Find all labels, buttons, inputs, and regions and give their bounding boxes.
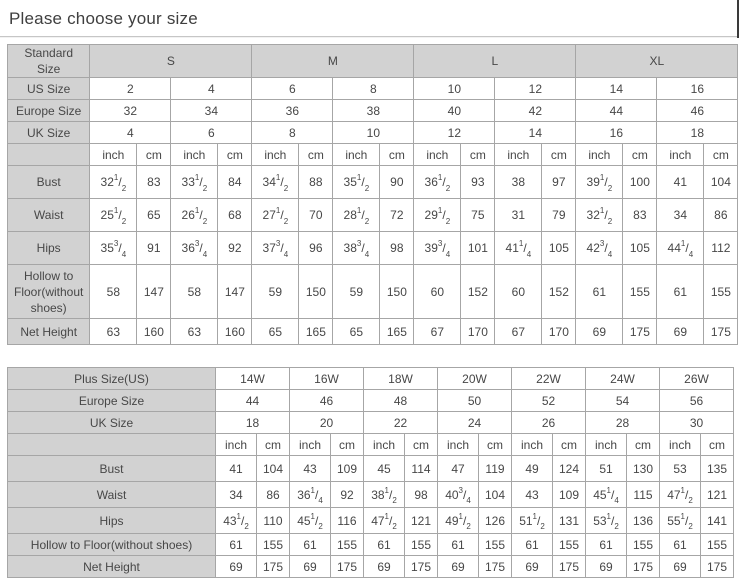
unit-cell: inch xyxy=(171,144,218,166)
value-cell: 130 xyxy=(627,456,660,482)
value-cell: 72 xyxy=(380,199,414,232)
value-cell: $42^3/_4$ xyxy=(576,232,623,265)
size-cell: 46 xyxy=(657,100,738,122)
value-cell: 160 xyxy=(137,319,171,345)
size-cell: 26 xyxy=(512,412,586,434)
size-cell: 6 xyxy=(171,122,252,144)
value-cell: $37^3/_4$ xyxy=(252,232,299,265)
value-cell: 61 xyxy=(512,534,553,556)
value-cell: $32^1/_2$ xyxy=(90,166,137,199)
value-cell: $53^1/_2$ xyxy=(586,508,627,534)
page-title: Please choose your size xyxy=(9,9,198,28)
value-cell: $26^1/_2$ xyxy=(171,199,218,232)
value-cell: 105 xyxy=(623,232,657,265)
size-cell: 22 xyxy=(364,412,438,434)
unit-cell: inch xyxy=(660,434,701,456)
value-cell: 175 xyxy=(627,556,660,578)
value-cell: 150 xyxy=(299,265,333,319)
value-cell: 92 xyxy=(218,232,252,265)
value-cell: 110 xyxy=(257,508,290,534)
value-cell: $38^1/_2$ xyxy=(364,482,405,508)
unit-cell: cm xyxy=(299,144,333,166)
value-cell: 170 xyxy=(542,319,576,345)
value-cell: $39^1/_2$ xyxy=(576,166,623,199)
value-cell: 59 xyxy=(333,265,380,319)
size-cell: 50 xyxy=(438,390,512,412)
value-cell: 69 xyxy=(290,556,331,578)
value-cell: 155 xyxy=(623,265,657,319)
value-cell: 112 xyxy=(704,232,738,265)
row-label: Europe Size xyxy=(8,390,216,412)
value-cell: 155 xyxy=(479,534,512,556)
value-cell: 175 xyxy=(257,556,290,578)
plus-size-chart xyxy=(7,367,734,578)
value-cell: 83 xyxy=(623,199,657,232)
value-cell: 69 xyxy=(438,556,479,578)
row-label: Standard Size xyxy=(8,45,90,78)
table-row xyxy=(8,232,738,265)
table-row xyxy=(8,319,738,345)
unit-cell: inch xyxy=(438,434,479,456)
row-label: Hollow to Floor(without shoes) xyxy=(8,534,216,556)
value-cell: 51 xyxy=(586,456,627,482)
value-cell: 34 xyxy=(657,199,704,232)
row-label xyxy=(8,144,90,166)
size-cell: 20W xyxy=(438,368,512,390)
size-cell: 56 xyxy=(660,390,734,412)
size-cell: 16 xyxy=(576,122,657,144)
value-cell: 63 xyxy=(90,319,137,345)
value-cell: 38 xyxy=(495,166,542,199)
value-cell: 47 xyxy=(438,456,479,482)
table-row xyxy=(8,199,738,232)
size-cell: 22W xyxy=(512,368,586,390)
standard-size-chart xyxy=(7,44,738,345)
unit-cell: inch xyxy=(364,434,405,456)
size-cell: 44 xyxy=(216,390,290,412)
size-cell: 14 xyxy=(495,122,576,144)
value-cell: 141 xyxy=(701,508,734,534)
table-row xyxy=(8,144,738,166)
unit-cell: inch xyxy=(252,144,299,166)
value-cell: 60 xyxy=(414,265,461,319)
value-cell: 100 xyxy=(623,166,657,199)
size-cell: 8 xyxy=(252,122,333,144)
value-cell: 104 xyxy=(704,166,738,199)
value-cell: 119 xyxy=(479,456,512,482)
unit-cell: inch xyxy=(495,144,542,166)
row-label: US Size xyxy=(8,78,90,100)
row-label: UK Size xyxy=(8,122,90,144)
value-cell: $41^1/_4$ xyxy=(495,232,542,265)
value-cell: 93 xyxy=(461,166,495,199)
table-row xyxy=(8,166,738,199)
value-cell: 126 xyxy=(479,508,512,534)
table-row xyxy=(8,412,734,434)
value-cell: 34 xyxy=(216,482,257,508)
size-cell: 18W xyxy=(364,368,438,390)
unit-cell: cm xyxy=(218,144,252,166)
value-cell: $36^1/_2$ xyxy=(414,166,461,199)
value-cell: 45 xyxy=(364,456,405,482)
unit-cell: cm xyxy=(704,144,738,166)
size-cell: 42 xyxy=(495,100,576,122)
value-cell: 79 xyxy=(542,199,576,232)
value-cell: $32^1/_2$ xyxy=(576,199,623,232)
size-cell: 44 xyxy=(576,100,657,122)
value-cell: 104 xyxy=(257,456,290,482)
value-cell: 165 xyxy=(380,319,414,345)
size-cell: 4 xyxy=(90,122,171,144)
value-cell: $34^1/_2$ xyxy=(252,166,299,199)
value-cell: $36^1/_4$ xyxy=(290,482,331,508)
table-row xyxy=(8,390,734,412)
size-cell: 46 xyxy=(290,390,364,412)
value-cell: 91 xyxy=(137,232,171,265)
unit-cell: cm xyxy=(380,144,414,166)
row-label: Bust xyxy=(8,456,216,482)
value-cell: 96 xyxy=(299,232,333,265)
value-cell: 115 xyxy=(627,482,660,508)
table-row xyxy=(8,45,738,78)
size-cell: 12 xyxy=(495,78,576,100)
value-cell: 175 xyxy=(405,556,438,578)
size-cell: 6 xyxy=(252,78,333,100)
unit-cell: cm xyxy=(461,144,495,166)
title-divider xyxy=(0,36,739,38)
size-cell: 18 xyxy=(657,122,738,144)
size-cell: 30 xyxy=(660,412,734,434)
value-cell: 61 xyxy=(438,534,479,556)
value-cell: 98 xyxy=(380,232,414,265)
value-cell: 70 xyxy=(299,199,333,232)
value-cell: $45^1/_2$ xyxy=(290,508,331,534)
value-cell: 59 xyxy=(252,265,299,319)
row-label: Hips xyxy=(8,232,90,265)
value-cell: $33^1/_2$ xyxy=(171,166,218,199)
value-cell: 69 xyxy=(576,319,623,345)
unit-cell: cm xyxy=(479,434,512,456)
value-cell: $43^1/_2$ xyxy=(216,508,257,534)
value-cell: 175 xyxy=(704,319,738,345)
row-label: Net Height xyxy=(8,556,216,578)
value-cell: $25^1/_2$ xyxy=(90,199,137,232)
value-cell: $40^3/_4$ xyxy=(438,482,479,508)
value-cell: $28^1/_2$ xyxy=(333,199,380,232)
size-cell: 24 xyxy=(438,412,512,434)
size-cell: 38 xyxy=(333,100,414,122)
row-label: Net Height xyxy=(8,319,90,345)
size-cell: M xyxy=(252,45,414,78)
table-row xyxy=(8,368,734,390)
size-cell: 10 xyxy=(414,78,495,100)
size-cell: 34 xyxy=(171,100,252,122)
unit-cell: cm xyxy=(542,144,576,166)
table-row xyxy=(8,534,734,556)
value-cell: 69 xyxy=(657,319,704,345)
value-cell: 68 xyxy=(218,199,252,232)
value-cell: 65 xyxy=(137,199,171,232)
value-cell: 109 xyxy=(553,482,586,508)
row-label: Europe Size xyxy=(8,100,90,122)
size-cell: 40 xyxy=(414,100,495,122)
table-row xyxy=(8,556,734,578)
value-cell: 49 xyxy=(512,456,553,482)
value-cell: 61 xyxy=(657,265,704,319)
value-cell: $49^1/_2$ xyxy=(438,508,479,534)
value-cell: 61 xyxy=(216,534,257,556)
row-label xyxy=(8,434,216,456)
unit-cell: cm xyxy=(137,144,171,166)
value-cell: 65 xyxy=(252,319,299,345)
unit-cell: cm xyxy=(553,434,586,456)
value-cell: 104 xyxy=(479,482,512,508)
value-cell: 61 xyxy=(290,534,331,556)
value-cell: 121 xyxy=(701,482,734,508)
value-cell: $36^3/_4$ xyxy=(171,232,218,265)
unit-cell: inch xyxy=(414,144,461,166)
size-cell: 36 xyxy=(252,100,333,122)
value-cell: 150 xyxy=(380,265,414,319)
value-cell: 41 xyxy=(216,456,257,482)
value-cell: $39^3/_4$ xyxy=(414,232,461,265)
value-cell: 135 xyxy=(701,456,734,482)
row-label: Hollow to Floor(without shoes) xyxy=(8,265,90,319)
value-cell: 98 xyxy=(405,482,438,508)
value-cell: 69 xyxy=(660,556,701,578)
value-cell: 147 xyxy=(137,265,171,319)
row-label: Bust xyxy=(8,166,90,199)
size-cell: 26W xyxy=(660,368,734,390)
value-cell: 131 xyxy=(553,508,586,534)
unit-cell: cm xyxy=(627,434,660,456)
unit-cell: inch xyxy=(90,144,137,166)
value-cell: 170 xyxy=(461,319,495,345)
value-cell: 86 xyxy=(257,482,290,508)
value-cell: 69 xyxy=(364,556,405,578)
value-cell: 175 xyxy=(701,556,734,578)
value-cell: $47^1/_2$ xyxy=(660,482,701,508)
row-label: Waist xyxy=(8,482,216,508)
value-cell: $29^1/_2$ xyxy=(414,199,461,232)
unit-cell: inch xyxy=(576,144,623,166)
unit-cell: cm xyxy=(257,434,290,456)
value-cell: 63 xyxy=(171,319,218,345)
table-row xyxy=(8,100,738,122)
value-cell: $55^1/_2$ xyxy=(660,508,701,534)
value-cell: 136 xyxy=(627,508,660,534)
value-cell: $45^1/_4$ xyxy=(586,482,627,508)
unit-cell: cm xyxy=(701,434,734,456)
value-cell: 90 xyxy=(380,166,414,199)
value-cell: 41 xyxy=(657,166,704,199)
size-cell: L xyxy=(414,45,576,78)
unit-cell: cm xyxy=(331,434,364,456)
unit-cell: inch xyxy=(216,434,257,456)
value-cell: 160 xyxy=(218,319,252,345)
value-cell: $51^1/_2$ xyxy=(512,508,553,534)
value-cell: 84 xyxy=(218,166,252,199)
value-cell: 175 xyxy=(623,319,657,345)
size-cell: S xyxy=(90,45,252,78)
size-cell: 16 xyxy=(657,78,738,100)
size-cell: 8 xyxy=(333,78,414,100)
value-cell: $47^1/_2$ xyxy=(364,508,405,534)
value-cell: $35^3/_4$ xyxy=(90,232,137,265)
unit-cell: cm xyxy=(405,434,438,456)
unit-cell: inch xyxy=(657,144,704,166)
table-row xyxy=(8,78,738,100)
value-cell: 124 xyxy=(553,456,586,482)
value-cell: 155 xyxy=(257,534,290,556)
row-label: UK Size xyxy=(8,412,216,434)
value-cell: 92 xyxy=(331,482,364,508)
size-cell: 20 xyxy=(290,412,364,434)
value-cell: 43 xyxy=(512,482,553,508)
value-cell: 86 xyxy=(704,199,738,232)
value-cell: 69 xyxy=(216,556,257,578)
size-cell: XL xyxy=(576,45,738,78)
value-cell: 155 xyxy=(627,534,660,556)
size-cell: 18 xyxy=(216,412,290,434)
size-cell: 52 xyxy=(512,390,586,412)
table-row xyxy=(8,456,734,482)
value-cell: 175 xyxy=(479,556,512,578)
table-row xyxy=(8,434,734,456)
value-cell: 69 xyxy=(512,556,553,578)
value-cell: 175 xyxy=(553,556,586,578)
value-cell: 155 xyxy=(701,534,734,556)
unit-cell: inch xyxy=(586,434,627,456)
size-cell: 2 xyxy=(90,78,171,100)
value-cell: 155 xyxy=(331,534,364,556)
value-cell: 175 xyxy=(331,556,364,578)
size-cell: 14 xyxy=(576,78,657,100)
value-cell: 155 xyxy=(553,534,586,556)
value-cell: 75 xyxy=(461,199,495,232)
unit-cell: inch xyxy=(290,434,331,456)
table-row xyxy=(8,508,734,534)
value-cell: 147 xyxy=(218,265,252,319)
value-cell: 60 xyxy=(495,265,542,319)
size-cell: 24W xyxy=(586,368,660,390)
size-cell: 54 xyxy=(586,390,660,412)
size-cell: 28 xyxy=(586,412,660,434)
value-cell: 83 xyxy=(137,166,171,199)
table-row xyxy=(8,482,734,508)
value-cell: 116 xyxy=(331,508,364,534)
size-cell: 48 xyxy=(364,390,438,412)
value-cell: 61 xyxy=(660,534,701,556)
value-cell: 155 xyxy=(405,534,438,556)
value-cell: $27^1/_2$ xyxy=(252,199,299,232)
size-cell: 14W xyxy=(216,368,290,390)
size-cell: 10 xyxy=(333,122,414,144)
table-row xyxy=(8,122,738,144)
row-label: Hips xyxy=(8,508,216,534)
value-cell: 114 xyxy=(405,456,438,482)
value-cell: 43 xyxy=(290,456,331,482)
size-cell: 16W xyxy=(290,368,364,390)
row-label: Plus Size(US) xyxy=(8,368,216,390)
value-cell: 67 xyxy=(495,319,542,345)
value-cell: 65 xyxy=(333,319,380,345)
size-cell: 32 xyxy=(90,100,171,122)
row-label: Waist xyxy=(8,199,90,232)
value-cell: 88 xyxy=(299,166,333,199)
value-cell: 69 xyxy=(586,556,627,578)
unit-cell: cm xyxy=(623,144,657,166)
value-cell: 109 xyxy=(331,456,364,482)
value-cell: 101 xyxy=(461,232,495,265)
value-cell: 67 xyxy=(414,319,461,345)
value-cell: 105 xyxy=(542,232,576,265)
unit-cell: inch xyxy=(333,144,380,166)
value-cell: 155 xyxy=(704,265,738,319)
value-cell: 152 xyxy=(542,265,576,319)
value-cell: 121 xyxy=(405,508,438,534)
value-cell: $38^3/_4$ xyxy=(333,232,380,265)
value-cell: 58 xyxy=(90,265,137,319)
size-cell: 12 xyxy=(414,122,495,144)
value-cell: 61 xyxy=(364,534,405,556)
value-cell: 61 xyxy=(586,534,627,556)
value-cell: $35^1/_2$ xyxy=(333,166,380,199)
value-cell: 61 xyxy=(576,265,623,319)
value-cell: 58 xyxy=(171,265,218,319)
value-cell: 97 xyxy=(542,166,576,199)
table-row xyxy=(8,265,738,319)
value-cell: 165 xyxy=(299,319,333,345)
value-cell: 53 xyxy=(660,456,701,482)
value-cell: 31 xyxy=(495,199,542,232)
size-cell: 4 xyxy=(171,78,252,100)
value-cell: $44^1/_4$ xyxy=(657,232,704,265)
unit-cell: inch xyxy=(512,434,553,456)
value-cell: 152 xyxy=(461,265,495,319)
